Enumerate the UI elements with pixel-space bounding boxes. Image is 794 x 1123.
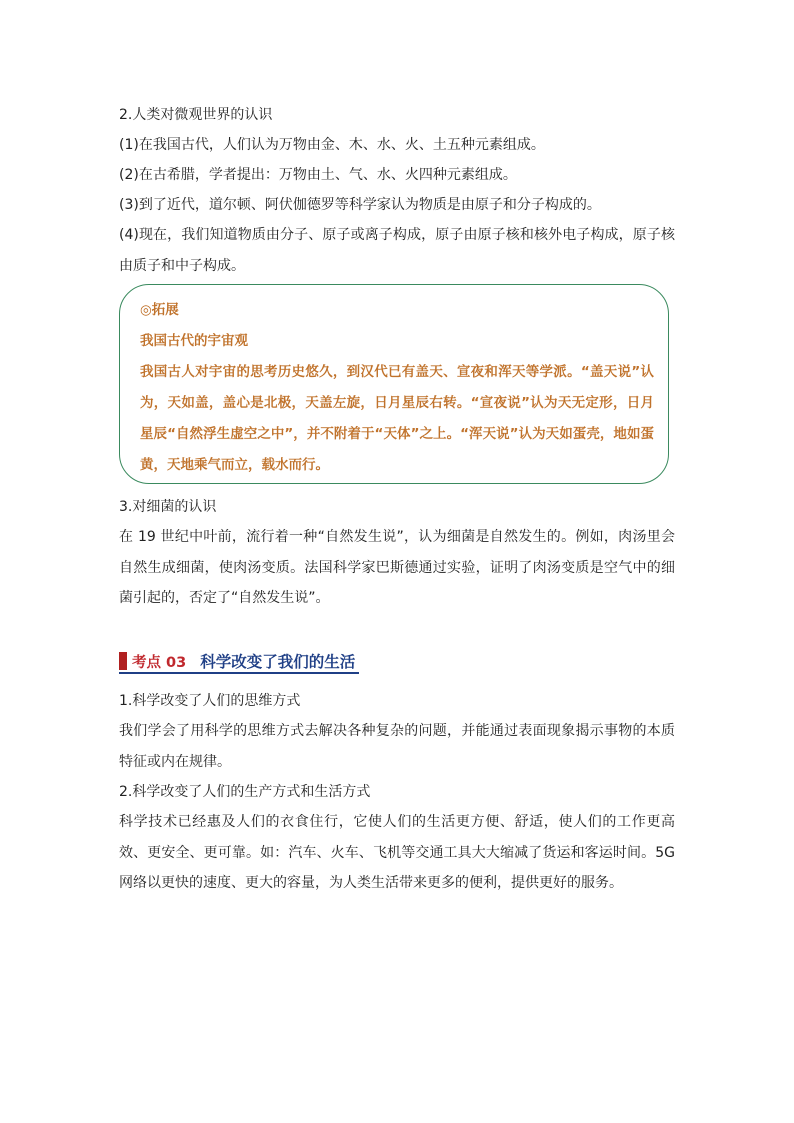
section-2: [119, 100, 675, 281]
section-3-title: 3.对细菌的认识: [119, 499, 217, 515]
section-2-item: (2)在古希腊，学者提出：万物由土、气、水、火四种元素组成。: [119, 167, 517, 183]
section-4-body-2: 科学技术已经惠及人们的衣食住行，它使人们的生活更方便、舒适，使人们的工作更高效、更安全、更可靠。如：汽车、火车、飞机等交通工具大大缩减了货运和客运时间。5G 网络以更快的速度、更大的容量，为人类生活带来更多的便利，提供更好的服务。: [119, 814, 675, 891]
section-2-item: (4)现在，我们知道物质由分子、原子或离子构成，原子由原子核和核外电子构成，原子核由质子和中子构成。: [119, 227, 675, 274]
section-4-title-1: 1.科学改变了人们的思维方式: [119, 693, 301, 709]
heading-tag: 考点 03: [132, 654, 187, 671]
section-2-item: (1)在我国古代，人们认为万物由金、木、水、火、土五种元素组成。: [119, 137, 545, 153]
extension-body: 我国古人对宇宙的思考历史悠久，到汉代已有盖天、宣夜和浑天等学派。“盖天说”认为，天如盖，盖心是北极，天盖左旋，日月星辰右转。“宣夜说”认为天无定形，日月星辰“自然浮生虚空之中”，并不附着于“天体”之上。“浑天说”认为天如蛋壳，地如蛋黄，天地乘气而立，载水而行。: [140, 364, 654, 473]
section-2-item: (3)到了近代，道尔顿、阿伏伽德罗等科学家认为物质是由原子和分子构成的。: [119, 197, 601, 213]
section-heading: [119, 650, 355, 672]
heading-underline: [119, 672, 359, 674]
heading-title: 科学改变了我们的生活: [200, 653, 356, 671]
heading-marker: [119, 652, 127, 670]
section-3-body: 在 19 世纪中叶前，流行着一种“自然发生说”，认为细菌是自然发生的。例如，肉汤里会自然生成细菌，使肉汤变质。法国科学家巴斯德通过实验，证明了肉汤变质是空气中的细菌引起的，否定了“自然发生说”。: [119, 529, 675, 606]
section-3: [119, 492, 675, 614]
section-4-body-1: 我们学会了用科学的思维方式去解决各种复杂的问题，并能通过表面现象揭示事物的本质特征或内在规律。: [119, 723, 675, 770]
section-4-title-2: 2.科学改变了人们的生产方式和生活方式: [119, 784, 371, 800]
extension-box: [119, 284, 669, 484]
extension-subtitle: 我国古代的宇宙观: [140, 333, 248, 349]
section-2-title: 2.人类对微观世界的认识: [119, 107, 273, 123]
section-4: [119, 686, 675, 899]
extension-label: ◎拓展: [140, 302, 179, 318]
